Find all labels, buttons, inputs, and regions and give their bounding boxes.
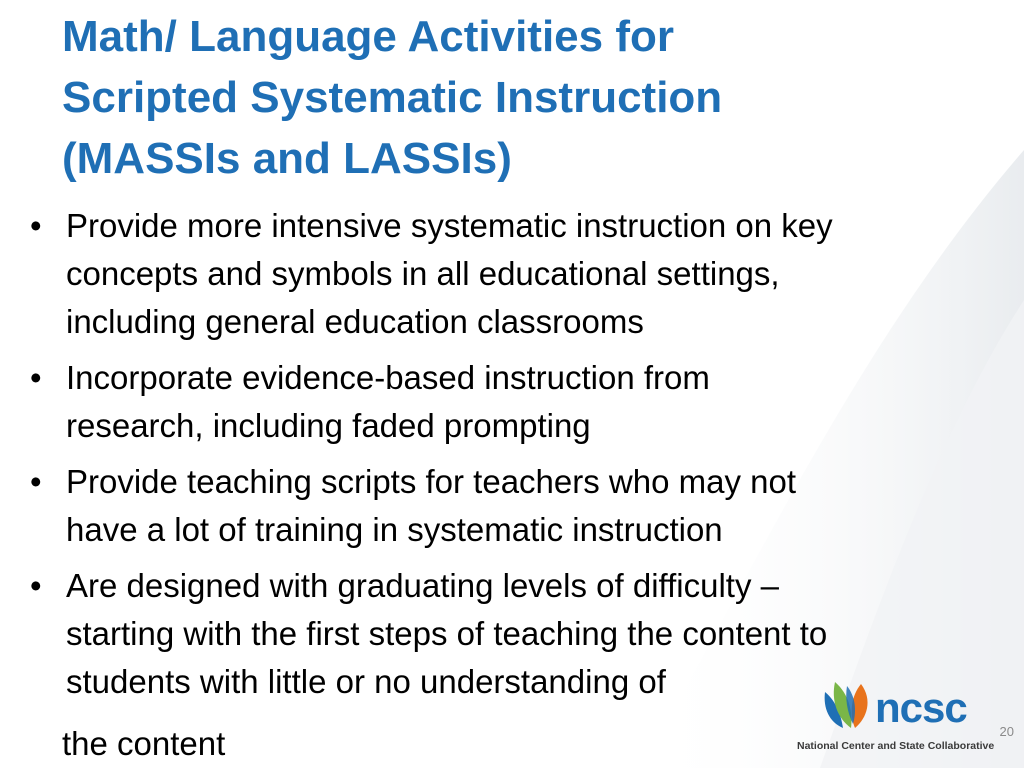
bullet-line: Provide more intensive systematic instruction on key: [66, 207, 833, 244]
bullet-icon: •: [30, 463, 42, 500]
logo-tagline: National Center and State Collaborative: [797, 740, 995, 752]
bullet-icon: •: [30, 359, 42, 396]
bullet-line: Provide teaching scripts for teachers who may not: [66, 463, 797, 500]
title-line: Scripted Systematic Instruction: [62, 73, 723, 122]
bullet-icon: •: [30, 567, 42, 604]
title-line: Math/ Language Activities for: [62, 12, 675, 61]
bullet-line: research, including faded prompting: [66, 407, 591, 444]
bullet-line: have a lot of training in systematic instruction: [66, 511, 723, 548]
bullet-line: Incorporate evidence-based instruction from: [66, 359, 710, 396]
bullet-item: [0, 458, 1024, 554]
bullet-line: students with little or no understanding of: [66, 663, 666, 700]
logo-wordmark: ncsc: [875, 684, 967, 731]
bullet-item: [0, 354, 1024, 450]
slide-number: 20: [999, 724, 1014, 739]
bullet-line: starting with the first steps of teaching the content to: [66, 615, 828, 652]
bullet-line: including general education classrooms: [66, 303, 644, 340]
bullet-icon: •: [30, 207, 42, 244]
title-line: (MASSIs and LASSIs): [62, 134, 512, 183]
bullet-line: Are designed with graduating levels of difficulty –: [66, 567, 779, 604]
ncsc-logo: [795, 676, 1010, 760]
ncsc-leaf-logo-icon: [821, 678, 875, 730]
continuation-text: the content: [62, 725, 226, 762]
slide-title: [62, 6, 962, 189]
bullet-item: [0, 202, 1024, 346]
bullet-list: [0, 202, 1024, 714]
bullet-line: concepts and symbols in all educational settings,: [66, 255, 780, 292]
